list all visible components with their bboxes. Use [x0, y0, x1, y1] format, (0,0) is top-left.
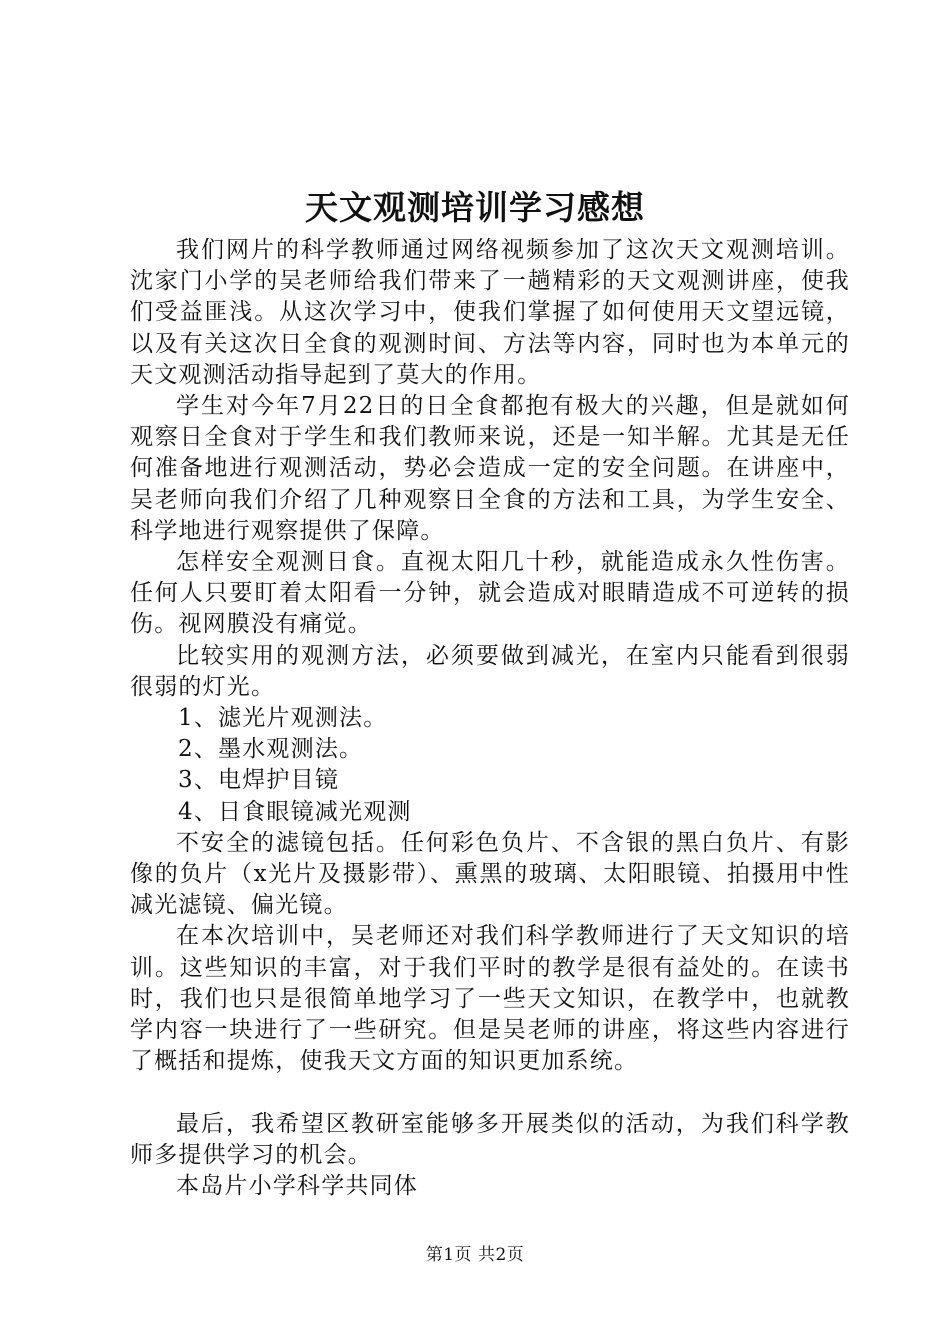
page-footer: 第1页 共2页	[425, 1245, 525, 1265]
method-item: 1、滤光片观测法。	[178, 705, 388, 732]
blank-line	[130, 1077, 850, 1108]
closing-paragraph: 最后，我希望区教研室能够多开展类似的活动，为我们科学教师多提供学习的机会。	[130, 1110, 850, 1168]
paragraph: 不安全的滤镜包括。任何彩色负片、不含银的黑白负片、有影像的负片（x光片及摄影带）、熏黑的玻璃、太阳眼镜、拍摄用中性减光滤镜、偏光镜。	[130, 829, 850, 919]
paragraph: 怎样安全观测日食。直视太阳几十秒，就能造成永久性伤害。任何人只要盯着太阳看一分钟，就会造成对眼睛造成不可逆转的损伤。视网膜没有痛觉。	[130, 549, 850, 638]
document-title: 天文观测培训学习感想	[305, 188, 645, 227]
method-item: 2、墨水观测法。	[178, 736, 364, 763]
method-item: 4、日食眼镜减光观测	[178, 798, 412, 825]
signature: 本岛片小学科学共同体	[176, 1173, 418, 1200]
paragraph: 比较实用的观测方法，必须要做到减光，在室内只能看到很弱很弱的灯光。	[130, 642, 850, 700]
paragraph: 我们网片的科学教师通过网络视频参加了这次天文观测培训。沈家门小学的吴老师给我们带来了一趟精彩的天文观测讲座，使我们受益匪浅。从这次学习中，使我们掌握了如何使用天文望远镜，以及有关这次日全食的观测时间、方法等内容，同时也为本单元的天文观测活动指导起到了莫大的作用。	[130, 237, 850, 388]
document-body	[130, 235, 850, 1202]
paragraph: 学生对今年7月22日的日全食都抱有极大的兴趣，但是就如何观察日全食对于学生和我们教师来说，还是一知半解。尤其是无任何准备地进行观测活动，势必会造成一定的安全问题。在讲座中，吴老师向我们介绍了几种观察日全食的方法和工具，为学生安全、科学地进行观察提供了保障。	[130, 393, 850, 544]
paragraph: 在本次培训中，吴老师还对我们科学教师进行了天文知识的培训。这些知识的丰富，对于我们平时的教学是很有益处的。在读书时，我们也只是很简单地学习了一些天文知识，在教学中，也就教学内容一块进行了一些研究。但是吴老师的讲座，将这些内容进行了概括和提炼，使我天文方面的知识更加系统。	[130, 923, 850, 1075]
method-item: 3、电焊护目镜	[178, 767, 340, 794]
